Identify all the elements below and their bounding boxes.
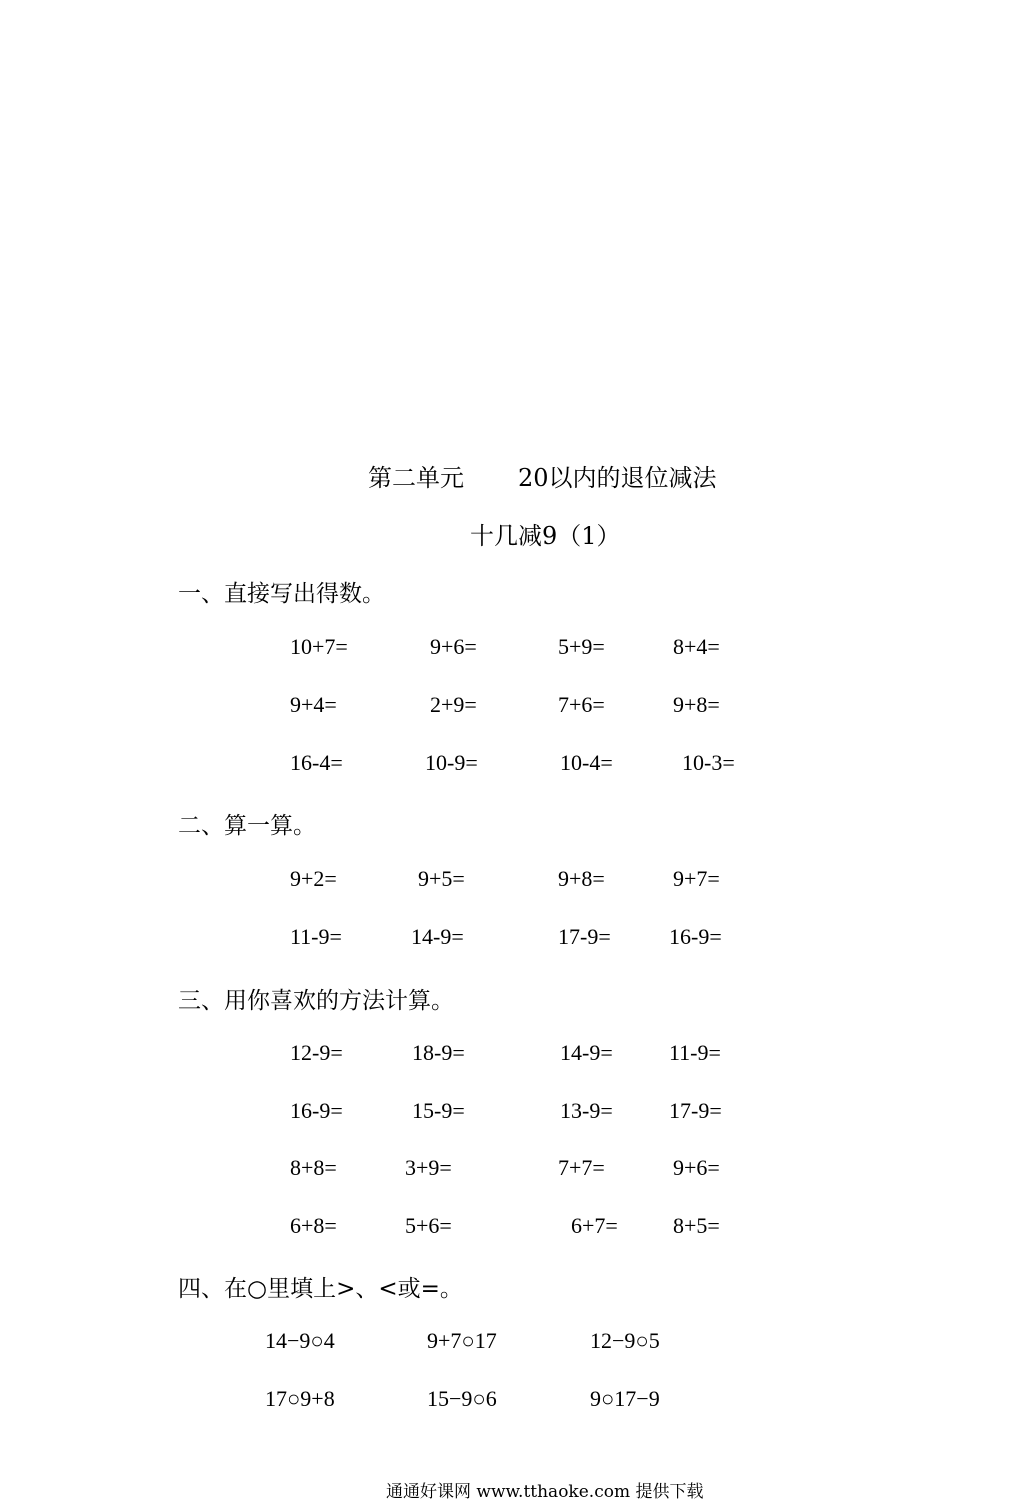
comparison-problem: 17○9+8 — [265, 1386, 335, 1411]
comparison-problem: 12−9○5 — [590, 1328, 660, 1353]
problem: 5+9= — [558, 634, 605, 659]
problem: 13-9= — [560, 1098, 613, 1123]
problem: 14-9= — [411, 924, 464, 949]
problem: 6+7= — [571, 1213, 618, 1238]
problem: 7+7= — [558, 1155, 605, 1180]
problem: 9+6= — [673, 1155, 720, 1180]
problem: 8+8= — [290, 1155, 337, 1180]
section-4-heading: 四、在○里填上>、<或=。 — [178, 1276, 463, 1302]
problem: 15-9= — [412, 1098, 465, 1123]
comparison-problem: 14−9○4 — [265, 1328, 335, 1353]
footer-credit: 通通好课网 www.tthaoke.com 提供下载 — [386, 1482, 704, 1502]
comparison-problem: 9+7○17 — [427, 1328, 497, 1353]
problem: 9+7= — [673, 866, 720, 891]
problem: 9+8= — [558, 866, 605, 891]
problem: 16-9= — [290, 1098, 343, 1123]
problem: 10+7= — [290, 634, 348, 659]
problem: 9+5= — [418, 866, 465, 891]
problem: 5+6= — [405, 1213, 452, 1238]
problem: 18-9= — [412, 1040, 465, 1065]
problem: 9+4= — [290, 692, 337, 717]
problem: 9+6= — [430, 634, 477, 659]
problem: 14-9= — [560, 1040, 613, 1065]
problem: 8+4= — [673, 634, 720, 659]
comparison-problem: 15−9○6 — [427, 1386, 497, 1411]
problem: 11-9= — [290, 924, 342, 949]
comparison-problem: 9○17−9 — [590, 1386, 660, 1411]
section-3-heading: 三、用你喜欢的方法计算。 — [178, 988, 454, 1014]
problem: 9+2= — [290, 866, 337, 891]
problem: 17-9= — [669, 1098, 722, 1123]
problem: 6+8= — [290, 1213, 337, 1238]
problem: 10-9= — [425, 750, 478, 775]
problem: 12-9= — [290, 1040, 343, 1065]
problem: 2+9= — [430, 692, 477, 717]
problem: 8+5= — [673, 1213, 720, 1238]
section-2-heading: 二、算一算。 — [178, 813, 316, 839]
problem: 7+6= — [558, 692, 605, 717]
problem: 17-9= — [558, 924, 611, 949]
unit-topic: 20以内的退位减法 — [518, 464, 717, 492]
problem: 10-4= — [560, 750, 613, 775]
problem: 16-9= — [669, 924, 722, 949]
problem: 11-9= — [669, 1040, 721, 1065]
problem: 9+8= — [673, 692, 720, 717]
section-1-heading: 一、直接写出得数。 — [178, 581, 385, 607]
problem: 10-3= — [682, 750, 735, 775]
problem: 3+9= — [405, 1155, 452, 1180]
lesson-title: 十几减9（1） — [470, 522, 621, 550]
problem: 16-4= — [290, 750, 343, 775]
unit-label: 第二单元 — [368, 464, 464, 492]
